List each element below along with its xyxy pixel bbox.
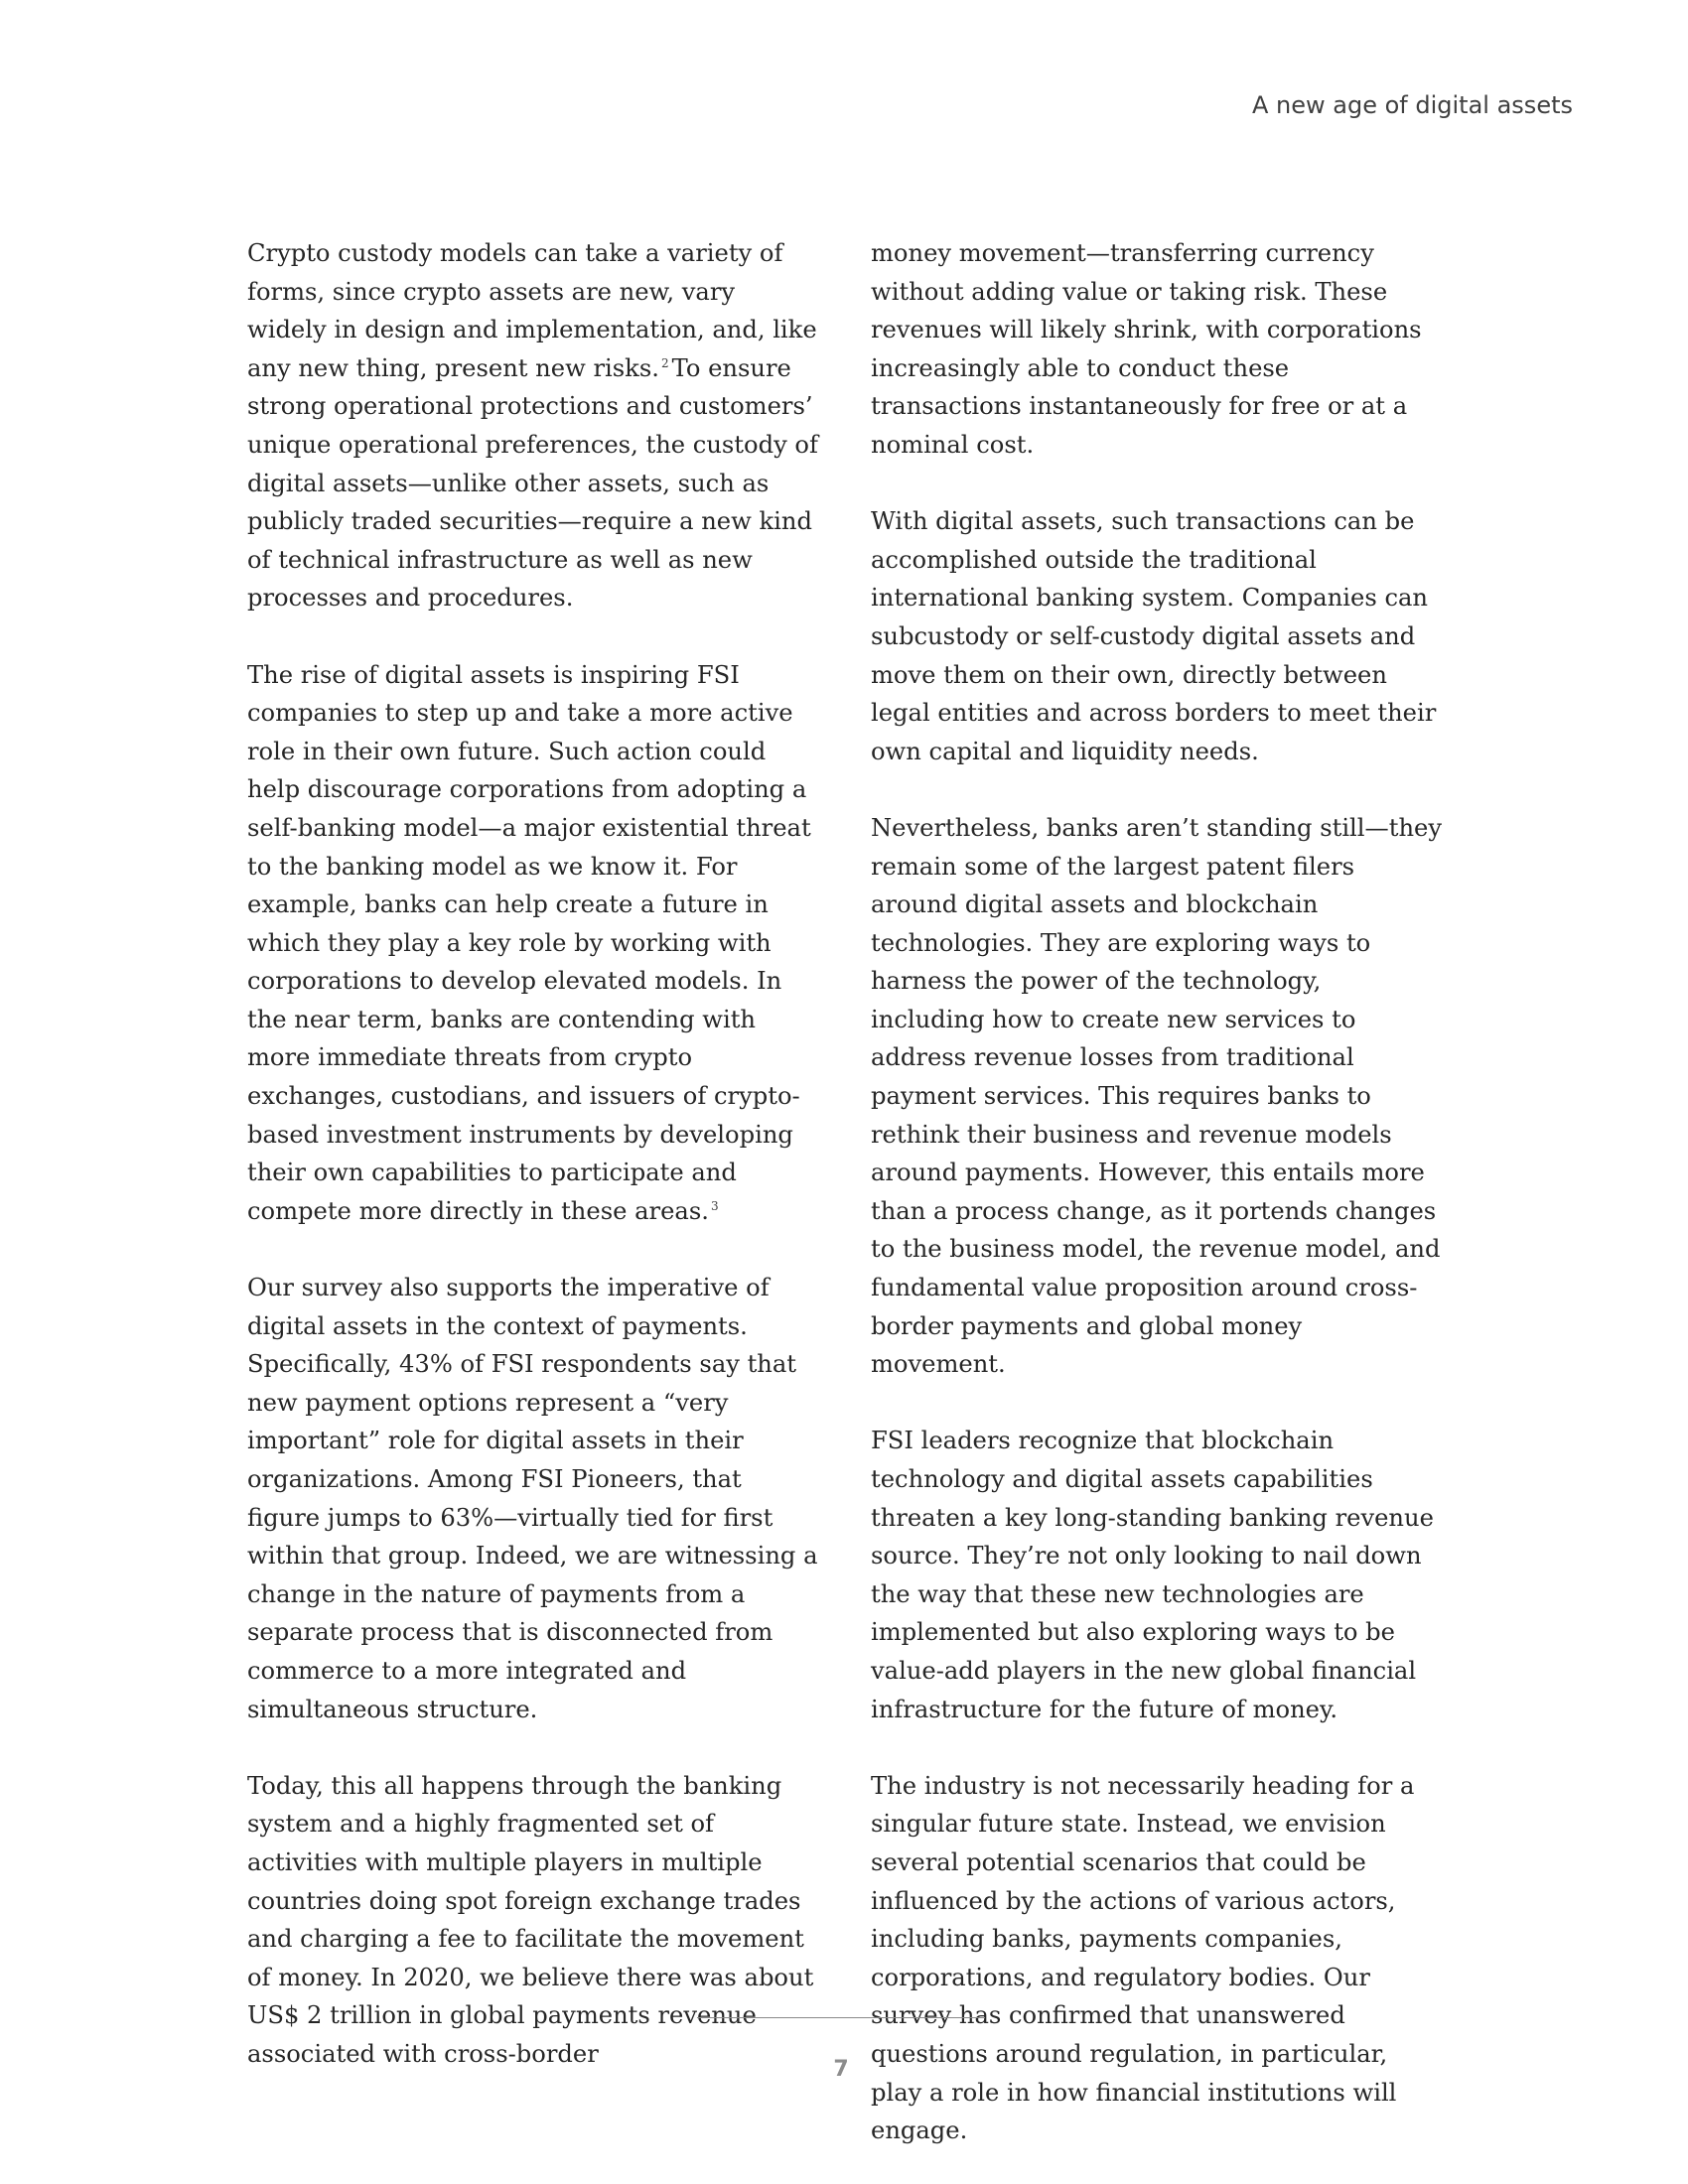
paragraph: money movement—transferring currency without adding value or taking risk. These revenues will likely shrink, with corporations increasingly able to conduct these transactions instantaneously for free or at a nominal cost. bbox=[871, 239, 1422, 459]
paragraph bbox=[247, 656, 818, 1231]
right-column bbox=[871, 234, 1442, 2150]
paragraph: With digital assets, such transactions can be accomplished outside the traditional international banking system. Companies can subcustody or self-custody digital assets and move them on their own, directly between legal entities and across borders to meet their own capital and liquidity needs. bbox=[871, 507, 1437, 765]
paragraph-text: To ensure strong operational protections and customers’ unique operational preferences, the custody of digital assets—unlike other assets, such as publicly traded securities—require a new kind of technical infrastructure as well as new processes and procedures. bbox=[247, 353, 818, 613]
paragraph-text: The rise of digital assets is inspiring FSI companies to step up and take a more active role in their own future. Such action could help discourage corporations from adopting a self-banking model—a major existential threat to the banking model as we know it. For example, banks can help create a future in which they play a key role by working with corporations to develop elevated models. In the near term, banks are contending with more immediate threats from crypto exchanges, custodians, and issuers of crypto-based investment instruments by developing their own capabilities to participate and compete more directly in these areas. bbox=[247, 660, 811, 1225]
paragraph: FSI leaders recognize that blockchain technology and digital assets capabilities threaten a key long-standing banking revenue source. They’re not only looking to nail down the way that these new technologies are implemented but also exploring ways to be value-add players in the new global financial infrastructure for the future of money. bbox=[871, 1427, 1434, 1723]
paragraph bbox=[247, 234, 818, 617]
left-column bbox=[247, 234, 818, 2074]
paragraph: Our survey also supports the imperative of digital assets in the context of payments. Specifically, 43% of FSI respondents say that new payment options represent a “very important” role for digital assets in their organizations. Among FSI Pioneers, that figure jumps to 63%—virtually tied for first within that group. Indeed, we are witnessing a change in the nature of payments from a separate process that is disconnected from commerce to a more integrated and simultaneous structure. bbox=[247, 1274, 818, 1723]
paragraph: Today, this all happens through the banking system and a highly fragmented set of activities with multiple players in multiple countries doing spot foreign exchange trades and charging a fee to facilitate the movement of money. In 2020, we believe there was about US$ 2 trillion in global payments revenue associated with cross-border bbox=[247, 1771, 814, 2068]
footnote-marker: 3 bbox=[710, 1198, 719, 1213]
paragraph: Nevertheless, banks aren’t standing still—they remain some of the largest patent filers around digital assets and blockchain technologies. They are exploring ways to harness the power of the technology, including how to create new services to address revenue losses from traditional payment services. This requires banks to rethink their business and revenue models around payments. However, this entails more than a process change, as it portends changes to the business model, the revenue model, and fundamental value proposition around cross-border payments and global money movement. bbox=[871, 813, 1442, 1379]
paragraph: The industry is not necessarily heading for a singular future state. Instead, we envision several potential scenarios that could be influenced by the actions of various actors, including banks, payments companies, corporations, and regulatory bodies. Our survey has confirmed that unanswered questions around regulation, in particular, play a role in how financial institutions will engage. bbox=[871, 1771, 1415, 2145]
footnote-marker: 2 bbox=[660, 355, 669, 370]
paragraph-text: Crypto custody models can take a variety of forms, since crypto assets are new, vary widely in design and implementation, and, like any new thing, present new risks. bbox=[247, 239, 817, 382]
page-number: 7 bbox=[833, 2057, 849, 2082]
running-header: A new age of digital assets bbox=[1252, 91, 1573, 119]
footer-divider bbox=[697, 2017, 985, 2018]
